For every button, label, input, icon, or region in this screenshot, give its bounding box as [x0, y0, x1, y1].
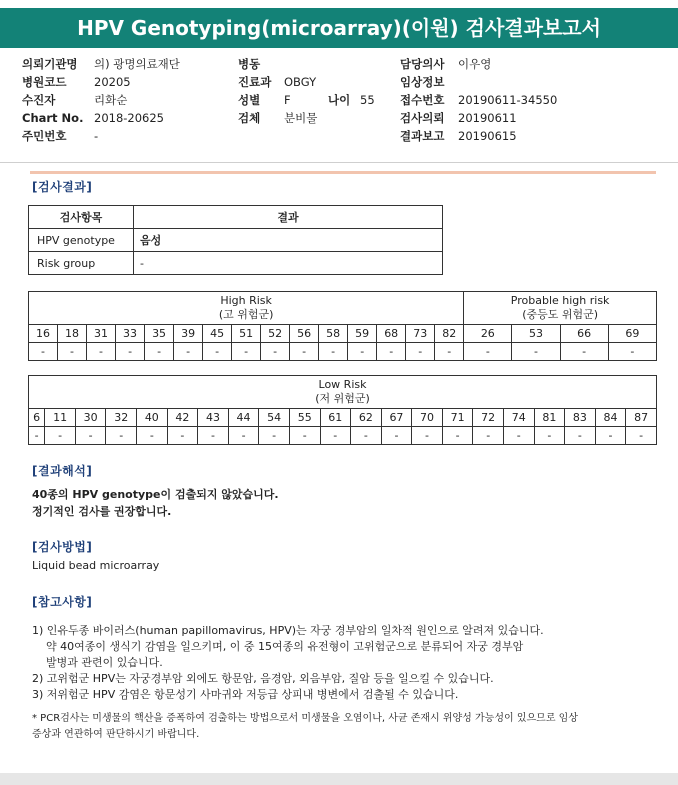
- info-value: -: [94, 129, 99, 143]
- genotype-result-cell: -: [58, 343, 87, 361]
- genotype-result-cell: -: [137, 427, 168, 445]
- genotype-result-cell: -: [198, 427, 229, 445]
- method-heading: [검사방법]: [32, 540, 93, 554]
- genotype-result-cell: -: [595, 427, 626, 445]
- genotype-cell: 69: [608, 325, 656, 343]
- info-label: 결과보고: [400, 129, 445, 143]
- probable-risk-title: Probable high risk: [510, 294, 610, 307]
- footnote-line: 증상과 연관하여 판단하시기 바랍니다.: [32, 729, 200, 740]
- genotype-result-cell: -: [167, 427, 198, 445]
- section-divider: [30, 171, 656, 174]
- genotype-result-cell: -: [29, 427, 45, 445]
- info-label: 의뢰기관명: [22, 57, 78, 71]
- genotype-cell: 62: [351, 409, 382, 427]
- info-row: [22, 127, 180, 145]
- genotype-result-cell: -: [348, 343, 377, 361]
- genotype-cell: 11: [45, 409, 76, 427]
- info-value: 분비물: [284, 111, 318, 125]
- genotype-cell: 32: [106, 409, 137, 427]
- info-label: 담당의사: [400, 57, 445, 71]
- interpretation-heading: [결과해석]: [32, 464, 93, 478]
- genotype-cell: 44: [228, 409, 259, 427]
- probable-risk-subtitle: (중등도 위험군): [522, 308, 599, 321]
- genotype-result-cell: -: [503, 427, 534, 445]
- genotype-cell: 42: [167, 409, 198, 427]
- info-label: 진료과: [238, 75, 272, 89]
- genotype-cell: 35: [145, 325, 174, 343]
- high-risk-values-row: [29, 343, 657, 361]
- info-value: 2018-20625: [94, 111, 164, 125]
- low-risk-table: [28, 375, 657, 445]
- info-row: [22, 91, 180, 109]
- note-line: 3) 저위험군 HPV 감염은 항문성기 사마귀와 저등급 상피내 병변에서 검출될 수 있습니다.: [32, 688, 459, 701]
- info-row: [238, 109, 375, 127]
- info-value: 20190611: [458, 111, 517, 125]
- genotype-result-cell: -: [608, 343, 656, 361]
- note-line: 약 40여종이 생식기 감염을 일으키며, 이 중 15여종의 유전형이 고위험군으로 분류되어 자궁 경부암: [32, 640, 524, 653]
- info-value: 20190611-34550: [458, 93, 558, 107]
- genotype-cell: 33: [116, 325, 145, 343]
- result-item: HPV genotype: [29, 229, 134, 252]
- info-row: [400, 109, 557, 127]
- info-label: 수진자: [22, 93, 56, 107]
- info-column-clinic: [238, 55, 375, 127]
- result-value: 음성: [134, 229, 443, 252]
- info-label: 임상정보: [400, 75, 445, 89]
- genotype-result-cell: -: [174, 343, 203, 361]
- genotype-result-cell: -: [435, 343, 464, 361]
- low-risk-group-header: [29, 376, 657, 409]
- info-value: OBGY: [284, 75, 317, 89]
- info-label: 주민번호: [22, 129, 67, 143]
- info-value: 20205: [94, 75, 131, 89]
- genotype-result-cell: -: [75, 427, 106, 445]
- info-label: 병동: [238, 57, 261, 71]
- result-value: -: [134, 252, 443, 275]
- genotype-result-cell: -: [565, 427, 596, 445]
- result-table: [28, 205, 443, 275]
- genotype-result-cell: -: [87, 343, 116, 361]
- info-value: 이우영: [458, 57, 492, 71]
- genotype-result-cell: -: [106, 427, 137, 445]
- genotype-result-cell: -: [406, 343, 435, 361]
- probable-risk-group-header: [464, 292, 657, 325]
- report-title: HPV Genotyping(microarray)(이원) 검사결과보고서: [0, 8, 678, 48]
- info-row: [22, 55, 180, 73]
- column-header-item: 검사항목: [29, 206, 134, 229]
- interpretation-line: 정기적인 검사를 권장합니다.: [32, 505, 172, 518]
- info-label: Chart No.: [22, 111, 84, 125]
- info-value: 20190615: [458, 129, 517, 143]
- info-row: [400, 91, 557, 109]
- table-row: [29, 252, 443, 275]
- info-row: [238, 55, 375, 73]
- genotype-result-cell: -: [261, 343, 290, 361]
- genotype-cell: 30: [75, 409, 106, 427]
- genotype-cell: 39: [174, 325, 203, 343]
- genotype-cell: 54: [259, 409, 290, 427]
- genotype-result-cell: -: [512, 343, 560, 361]
- genotype-cell: 72: [473, 409, 504, 427]
- genotype-cell: 66: [560, 325, 608, 343]
- high-risk-table: [28, 291, 657, 361]
- genotype-cell: 51: [232, 325, 261, 343]
- note-line: 1) 인유두종 바이러스(human papillomavirus, HPV)는 자궁 경부암의 일차적 원인으로 알려져 있습니다.: [32, 624, 544, 637]
- info-row: [22, 73, 180, 91]
- info-value: 의) 광명의료재단: [94, 57, 180, 71]
- info-row: [400, 127, 557, 145]
- result-heading: [검사결과]: [32, 180, 93, 194]
- genotype-result-cell: -: [442, 427, 473, 445]
- genotype-result-cell: -: [351, 427, 382, 445]
- genotype-cell: 74: [503, 409, 534, 427]
- genotype-cell: 26: [464, 325, 512, 343]
- genotype-result-cell: -: [228, 427, 259, 445]
- high-risk-title: High Risk: [220, 294, 272, 307]
- table-row: [29, 229, 443, 252]
- high-risk-subtitle: (고 위험군): [218, 308, 274, 321]
- high-risk-types-row: [29, 325, 657, 343]
- info-row: [238, 91, 375, 109]
- genotype-result-cell: -: [320, 427, 351, 445]
- info-row: [238, 73, 375, 91]
- genotype-result-cell: -: [232, 343, 261, 361]
- info-label: 나이: [328, 93, 351, 107]
- table-header-row: [29, 206, 443, 229]
- info-value: 55: [360, 93, 375, 107]
- genotype-cell: 55: [289, 409, 320, 427]
- genotype-cell: 71: [442, 409, 473, 427]
- genotype-cell: 52: [261, 325, 290, 343]
- info-label: 검사의뢰: [400, 111, 445, 125]
- genotype-result-cell: -: [203, 343, 232, 361]
- genotype-cell: 83: [565, 409, 596, 427]
- genotype-result-cell: -: [412, 427, 443, 445]
- genotype-result-cell: -: [534, 427, 565, 445]
- column-header-result: 결과: [134, 206, 443, 229]
- info-row: [400, 55, 557, 73]
- result-item: Risk group: [29, 252, 134, 275]
- genotype-result-cell: -: [473, 427, 504, 445]
- genotype-result-cell: -: [289, 427, 320, 445]
- info-row: [400, 73, 557, 91]
- info-row: [22, 109, 180, 127]
- high-risk-group-header: [29, 292, 464, 325]
- low-risk-subtitle: (저 위험군): [315, 392, 370, 405]
- genotype-result-cell: -: [145, 343, 174, 361]
- genotype-cell: 67: [381, 409, 412, 427]
- genotype-cell: 68: [377, 325, 406, 343]
- genotype-cell: 16: [29, 325, 58, 343]
- note-line: 발병과 관련이 있습니다.: [32, 656, 163, 669]
- genotype-result-cell: -: [319, 343, 348, 361]
- header-divider: [0, 162, 678, 163]
- info-value: 리화순: [94, 93, 128, 107]
- genotype-cell: 56: [290, 325, 319, 343]
- genotype-cell: 58: [319, 325, 348, 343]
- genotype-result-cell: -: [464, 343, 512, 361]
- genotype-cell: 59: [348, 325, 377, 343]
- interpretation-line: 40종의 HPV genotype이 검출되지 않았습니다.: [32, 488, 279, 501]
- info-label: 성별: [238, 93, 261, 107]
- genotype-cell: 18: [58, 325, 87, 343]
- note-line: 2) 고위험군 HPV는 자궁경부암 외에도 항문암, 음경암, 외음부암, 질암 등을 일으킬 수 있습니다.: [32, 672, 494, 685]
- genotype-cell: 87: [626, 409, 657, 427]
- info-value: F: [284, 93, 291, 107]
- info-label: 병원코드: [22, 75, 67, 89]
- genotype-cell: 82: [435, 325, 464, 343]
- genotype-cell: 53: [512, 325, 560, 343]
- genotype-cell: 70: [412, 409, 443, 427]
- genotype-result-cell: -: [381, 427, 412, 445]
- page-footer-bar: [0, 773, 678, 785]
- footnote-line: * PCR검사는 미생물의 핵산을 증폭하여 검출하는 방법으로서 미생물을 오염이나, 사균 존재시 위양성 가능성이 있으므로 임상: [32, 713, 578, 724]
- low-risk-title: Low Risk: [318, 378, 367, 391]
- method-text: Liquid bead microarray: [32, 559, 160, 572]
- low-risk-values-row: [29, 427, 657, 445]
- genotype-cell: 6: [29, 409, 45, 427]
- info-label: 검체: [238, 111, 261, 125]
- info-column-report: [400, 55, 557, 145]
- genotype-cell: 84: [595, 409, 626, 427]
- info-column-patient: [22, 55, 180, 145]
- genotype-result-cell: -: [116, 343, 145, 361]
- info-label: 접수번호: [400, 93, 445, 107]
- low-risk-types-row: [29, 409, 657, 427]
- genotype-result-cell: -: [45, 427, 76, 445]
- genotype-result-cell: -: [29, 343, 58, 361]
- genotype-cell: 73: [406, 325, 435, 343]
- genotype-result-cell: -: [377, 343, 406, 361]
- genotype-cell: 81: [534, 409, 565, 427]
- genotype-result-cell: -: [626, 427, 657, 445]
- notes-heading: [참고사항]: [32, 595, 93, 609]
- genotype-cell: 43: [198, 409, 229, 427]
- genotype-cell: 31: [87, 325, 116, 343]
- genotype-cell: 45: [203, 325, 232, 343]
- genotype-cell: 61: [320, 409, 351, 427]
- genotype-result-cell: -: [560, 343, 608, 361]
- genotype-cell: 40: [137, 409, 168, 427]
- genotype-result-cell: -: [259, 427, 290, 445]
- genotype-result-cell: -: [290, 343, 319, 361]
